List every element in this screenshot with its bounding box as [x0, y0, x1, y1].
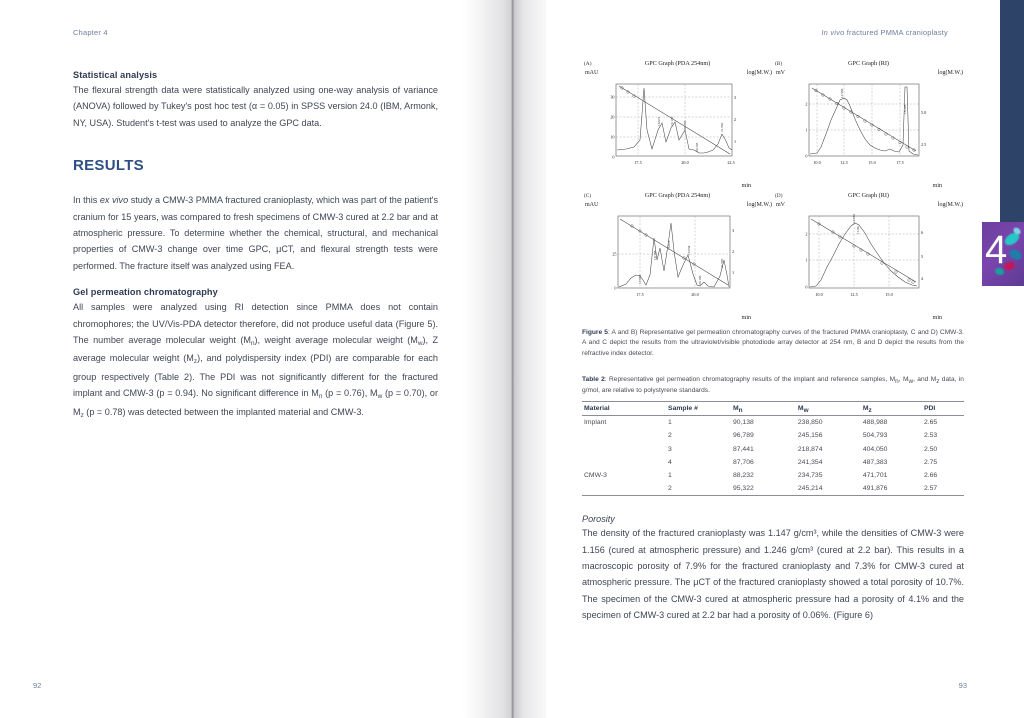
- svg-text:10.0: 10.0: [813, 160, 821, 165]
- panel-title-b: GPC Graph (RI): [848, 60, 889, 67]
- svg-text:2: 2: [805, 231, 808, 237]
- paragraph-statistical-analysis: The flexural strength data were statistically analyzed using one-way analysis of variance (ANOVA) followed by Tukey's post hoc test (α = 0.05) in SPSS version 24.0 (IBM, Armonk, NY, USA). Student's t-test was used to analyze the GPC data.: [73, 85, 438, 128]
- chart-panel-d: [773, 190, 964, 322]
- cell-mn: 90,138: [732, 419, 754, 427]
- svg-text:0: 0: [614, 285, 617, 291]
- left-page: [0, 0, 480, 718]
- svg-text:6: 6: [921, 230, 924, 235]
- cell-sample: 1: [668, 471, 672, 479]
- svg-text:15.0: 15.0: [868, 160, 876, 165]
- heading-statistical-analysis: Statistical analysis: [73, 70, 158, 80]
- panel-b-xlabel: min: [932, 183, 942, 189]
- cell-mw: 218,874: [797, 445, 823, 453]
- cell-mn: 96,789: [732, 432, 754, 440]
- chapter-tab: [982, 222, 1024, 286]
- panel-c-y2label: log(M.W.): [746, 202, 772, 208]
- cell-pdi: 2.53: [923, 432, 938, 440]
- figure-5-caption-label: Figure 5: [582, 329, 608, 336]
- cell-mz: 404,050: [862, 445, 888, 453]
- cell-sample: 2: [668, 432, 672, 440]
- svg-text:3: 3: [732, 228, 735, 233]
- svg-text:3: 3: [734, 95, 737, 100]
- svg-text:20.0: 20.0: [681, 160, 689, 165]
- peak-label-d-1: 12.682: [852, 213, 856, 223]
- figure-5-caption: [582, 328, 964, 359]
- table-header-mz: $M_z$: [861, 402, 922, 416]
- table-row: [582, 429, 964, 442]
- cell-sample: 1: [668, 419, 672, 427]
- cell-mn: 95,322: [731, 482, 796, 496]
- cell-pdi: 2.50: [923, 445, 938, 453]
- left-text-column: [73, 70, 438, 422]
- panel-b-ylabel: mV: [776, 70, 785, 76]
- edge-navy-band: [1000, 0, 1024, 222]
- panel-a-y2label: log(M.W.): [746, 70, 772, 76]
- cell-material: [582, 482, 666, 496]
- table-row: [582, 469, 964, 482]
- svg-text:12.5: 12.5: [850, 292, 858, 297]
- panel-letter-d: (D): [775, 193, 783, 199]
- peak-label-a-1: 18.672: [657, 116, 661, 126]
- svg-text:1: 1: [734, 139, 737, 144]
- table-row: [582, 416, 964, 430]
- peak-label-a-4: 20.743: [695, 142, 699, 152]
- running-head-right: [821, 28, 948, 37]
- svg-text:1: 1: [805, 127, 808, 133]
- svg-text:20: 20: [610, 114, 615, 120]
- cell-mw: 234,735: [797, 471, 823, 479]
- peak-label-c-6: 21.595: [720, 258, 724, 268]
- panel-letter-a: (A): [584, 61, 592, 67]
- svg-text:20.0: 20.0: [691, 292, 699, 297]
- panel-b-y2label: log(M.W.): [937, 70, 963, 76]
- peak-label-a-2: 19.130: [670, 116, 674, 126]
- running-head-italic: In vivo: [821, 28, 845, 37]
- table-2-caption: [582, 375, 964, 396]
- svg-text:0: 0: [805, 153, 808, 159]
- chart-panel-c: [582, 190, 773, 322]
- table-row: [582, 442, 964, 455]
- panel-a-xlabel: min: [741, 183, 751, 189]
- panel-title-c: GPC Graph (PDA 254nm): [644, 192, 711, 199]
- cell-mn: 87,706: [732, 458, 754, 466]
- cell-sample: 3: [668, 445, 672, 453]
- panel-d-xlabel: min: [932, 315, 942, 321]
- page-number-left: 92: [33, 681, 42, 690]
- paragraph-porosity: The density of the fractured cranioplasty was 1.147 g/cm³, while the densities of CMW-3 were 1.156 (cured at atmospheric pressure) and 1.246 g/cm³ (cured at 2.2 bar). This results in a macroscopic porosity of 7.9% for the fractured cranioplasty and 7.3% for CMW-3 cured at atmospheric pressure. The μCT of the fractured cranioplasty showed a total porosity of 10.7%. The specimen of the CMW-3 cured at atmospheric pressure had a porosity of 4.1% and the specimen of CMW-3 cured at 2.2 bar had a porosity of 0.06%. (Figure 6): [582, 528, 964, 621]
- table-header-pdi: PDI: [922, 402, 964, 416]
- svg-text:25: 25: [612, 251, 617, 257]
- panel-c-ylabel: mAU: [585, 202, 599, 208]
- cell-pdi: 2.65: [923, 419, 938, 427]
- panel-title-d: GPC Graph (RI): [848, 192, 889, 199]
- heading-gel-permeation-chromatography: Gel permeation chromatography: [73, 287, 218, 298]
- cell-material: [582, 442, 666, 455]
- table-2-caption-label: Table 2: [582, 376, 605, 384]
- peak-label-c-2: 18.188: [653, 250, 657, 260]
- panel-b-plot-area: [799, 80, 933, 172]
- panel-d-ylabel: mV: [776, 202, 785, 208]
- page-number-right: 93: [958, 681, 967, 690]
- panel-c-xlabel: min: [741, 315, 751, 321]
- heading-results: RESULTS: [73, 157, 144, 175]
- svg-text:2.5: 2.5: [921, 142, 927, 147]
- table-header-mw: $M_w$: [796, 402, 861, 416]
- table-2: [582, 401, 964, 496]
- svg-text:17.5: 17.5: [636, 292, 644, 297]
- table-header-material: Material: [582, 402, 666, 416]
- peak-label-c-4: 19.634: [687, 245, 691, 255]
- cell-material: CMW-3: [584, 471, 607, 479]
- cell-material: [582, 429, 666, 442]
- cell-mw: 245,156: [797, 432, 823, 440]
- panel-letter-c: (C): [584, 193, 592, 199]
- chart-panel-a: [582, 58, 773, 190]
- panel-title-a: GPC Graph (PDA 254nm): [644, 60, 711, 67]
- peak-label-b-2: 18.128: [903, 104, 907, 114]
- panel-a-plot-area: [608, 80, 742, 172]
- table-header-sample: Sample #: [666, 402, 731, 416]
- cell-sample: 4: [668, 458, 672, 466]
- svg-text:10.0: 10.0: [815, 292, 823, 297]
- svg-text:0: 0: [612, 154, 615, 160]
- right-page: [546, 0, 1000, 718]
- peak-label-b-1: 12.568: [840, 88, 844, 98]
- running-head-left: Chapter 4: [73, 28, 108, 37]
- svg-text:17.5: 17.5: [896, 160, 904, 165]
- chart-panel-b: [773, 58, 964, 190]
- svg-text:5.0: 5.0: [921, 110, 927, 115]
- peak-label-d-2: 12.84: [856, 226, 860, 234]
- table-header-row: [582, 402, 964, 416]
- peak-label-a-5: 21.982: [720, 122, 724, 132]
- svg-text:2: 2: [732, 249, 735, 254]
- table-row: [582, 456, 964, 469]
- peak-label-c-1: 17.688: [638, 274, 642, 284]
- svg-text:5: 5: [921, 254, 924, 259]
- svg-text:22.5: 22.5: [727, 160, 735, 165]
- right-content-column: [582, 58, 964, 624]
- peak-label-a-3: 20.205: [683, 120, 687, 130]
- tab-blob-icon: [1008, 247, 1024, 261]
- cell-pdi: 2.57: [922, 482, 964, 496]
- cell-mw: 245,214: [796, 482, 861, 496]
- paragraph-gpc: All samples were analyzed using RI detection since PMMA does not contain chromophores; the UV/Vis-PDA detector therefore, did not produce useful data (Figure 5). The number average molecular weight $(M_n)$, weight average molecular weight $(M_w)$, Z average molecular weight $(M_z)$, and polydispersity index (PDI) are comparable for each group respectively (Table 2). The PDI was not significantly different for the fractured implant and CMW-3 (p = 0.94). No significant difference in $M_n$ (p = 0.76), $M_w$ (p = 0.70), or $M_z$ (p = 0.78) was detected between the implanted material and CMW-3.: [73, 302, 439, 419]
- cell-mw: 238,850: [797, 419, 823, 427]
- figure-5-caption-text: : A and B) Representative gel permeation chromatography curves of the fractured PMMA cranioplasty, C and D) CMW-3. A and C depict the results from the ultraviolet/visible photodiode array detector at 254 nm, B and D depict the results from the refractive index detector.: [582, 329, 964, 357]
- svg-text:1: 1: [805, 257, 808, 263]
- cell-mn: 87,441: [732, 445, 754, 453]
- svg-text:10: 10: [610, 134, 615, 140]
- cell-mz: 504,793: [862, 432, 888, 440]
- svg-text:2: 2: [734, 117, 737, 122]
- peak-label-c-5: 20.198: [698, 275, 702, 285]
- panel-d-plot-area: [799, 212, 933, 304]
- svg-text:0: 0: [805, 284, 808, 290]
- heading-porosity: Porosity: [582, 514, 615, 525]
- table-row: [582, 482, 964, 496]
- panel-a-ylabel: mAU: [585, 70, 599, 76]
- panel-c-plot-area: [608, 212, 742, 304]
- svg-text:2: 2: [805, 101, 808, 107]
- svg-text:30: 30: [610, 94, 615, 100]
- cell-mz: 491,876: [861, 482, 922, 496]
- chapter-tab-number: 4: [985, 228, 1008, 272]
- svg-text:4: 4: [921, 276, 924, 281]
- peak-label-c-3: 18.678: [667, 240, 671, 250]
- svg-text:12.5: 12.5: [840, 160, 848, 165]
- cell-sample: 2: [666, 482, 731, 496]
- panel-letter-b: (B): [775, 61, 783, 67]
- cell-mn: 88,232: [732, 471, 754, 479]
- cell-pdi: 2.66: [923, 471, 938, 479]
- figure-5-panels: [582, 58, 964, 322]
- running-head-rest: fractured PMMA cranioplasty: [844, 28, 948, 37]
- cell-mz: 471,701: [862, 471, 888, 479]
- cell-pdi: 2.75: [923, 458, 938, 466]
- cell-mw: 241,354: [797, 458, 823, 466]
- cell-material: [582, 456, 666, 469]
- cell-mz: 488,988: [862, 419, 888, 427]
- cell-mz: 487,383: [862, 458, 888, 466]
- paragraph-results-intro: In this ex vivo study a CMW-3 PMMA fractured cranioplasty, which was part of the patient's cranium for 15 years, was compared to fresh specimens of CMW-3 cured at 2.2 bar and at atmospheric pressure. To determine whether the chemical, structural, and mechanical properties of CMW-3 change over time GPC, μCT, and flexural strength tests were performed. The fracture itself was analyzed using FEA.: [73, 195, 439, 271]
- table-header-mn: $M_n$: [731, 402, 796, 416]
- paragraph-spacer: [73, 274, 438, 287]
- panel-d-y2label: log(M.W.): [937, 202, 963, 208]
- svg-text:15.0: 15.0: [885, 292, 893, 297]
- cell-material: Implant: [584, 419, 607, 427]
- svg-text:17.5: 17.5: [634, 160, 642, 165]
- svg-text:1: 1: [732, 270, 735, 275]
- table-2-caption-text: : Representative gel permeation chromatography results of the implant and reference samples, $M_n$, $M_w$, and $M_z$ data, in g/mol, are relative to polystyrene standards.: [582, 376, 964, 394]
